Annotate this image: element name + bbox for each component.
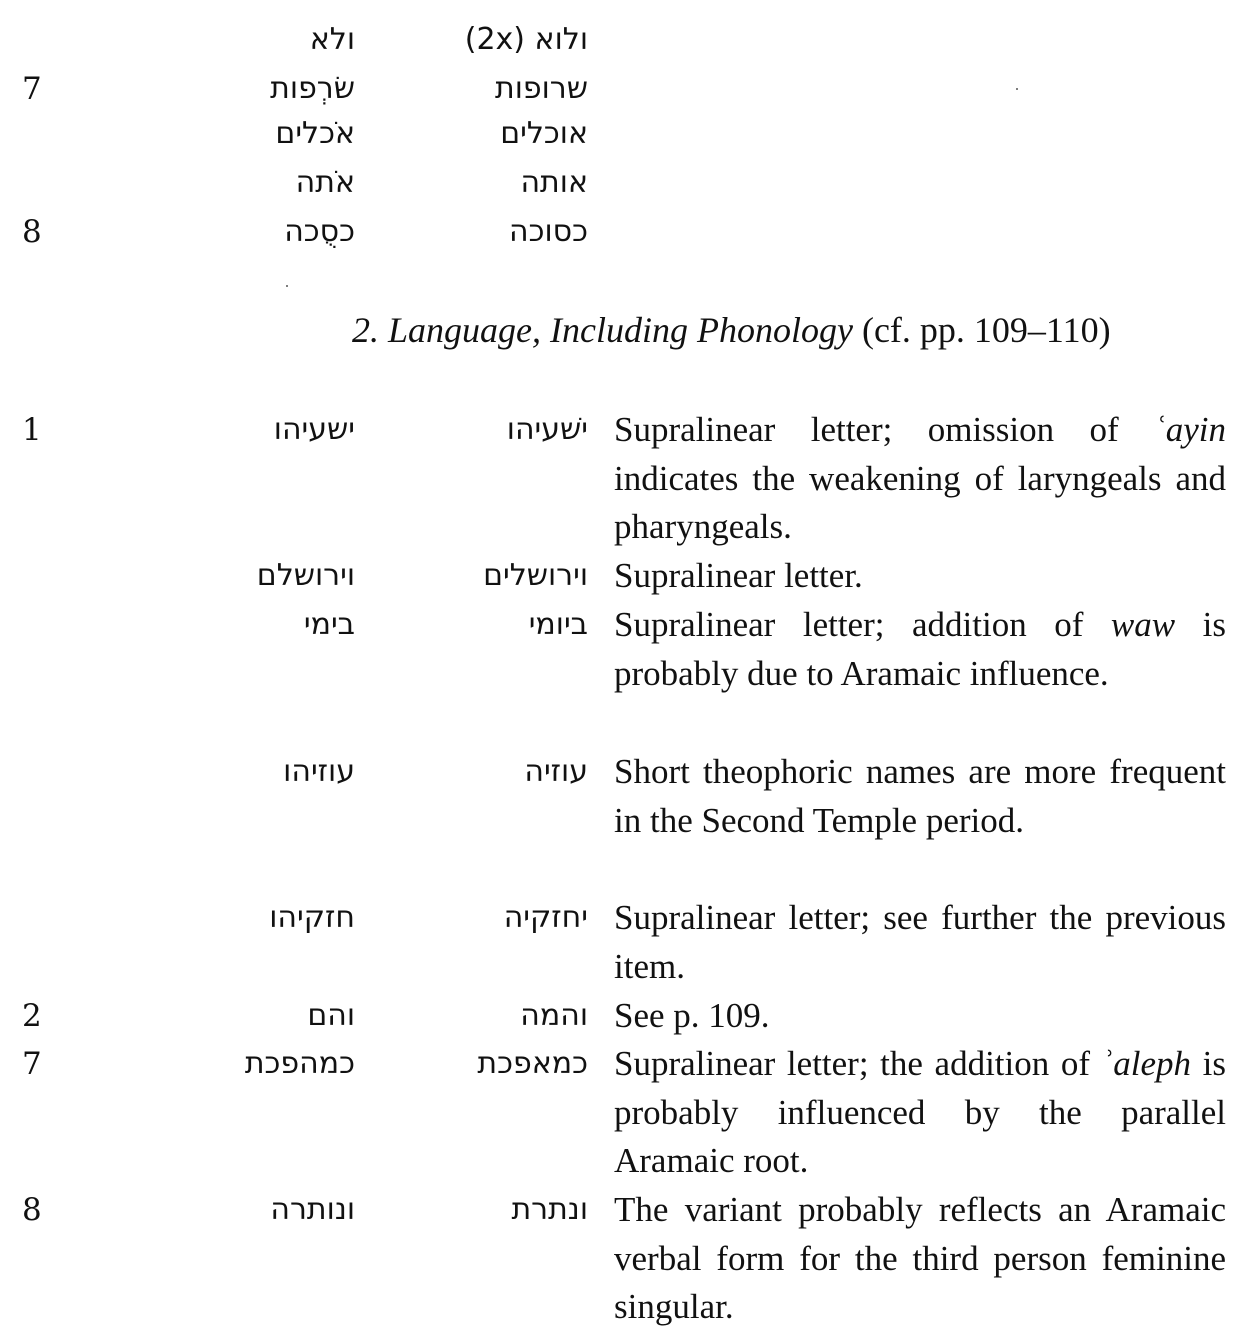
entry-comment: Supralinear letter; addition of waw is probably due to Aramaic influence. [614, 605, 1226, 693]
reading-right: שרופות [495, 71, 588, 106]
variant-row [0, 159, 1260, 207]
reading-right: והמה [520, 998, 588, 1033]
entry-row [0, 992, 1260, 1040]
reading-right: עוזיה [524, 754, 588, 789]
reading-right: אותה [520, 165, 588, 200]
entry-row [0, 748, 1260, 840]
entry-comment: The variant probably reflects an Aramaic verbal form for the third person feminine singular. [614, 1190, 1226, 1326]
entry-row [0, 894, 1260, 986]
entry-comment: Supralinear letter; the addition of ʾaleph is probably influenced by the parallel Aramaic root. [614, 1044, 1226, 1180]
line-number: 1 [22, 412, 42, 448]
reading-right: כמאפכת [477, 1046, 588, 1081]
reading-left: עוזיהו [283, 754, 355, 789]
transliteration-term: waw [1110, 605, 1176, 644]
reading-right: ולוא (2x) [464, 22, 588, 57]
reading-left: חזקיהו [269, 900, 355, 935]
entry-row [0, 552, 1260, 600]
entry-row [0, 406, 1260, 546]
reading-left: בימי [303, 607, 355, 642]
reading-left: כסֻכה [284, 214, 355, 249]
speck-mark [286, 285, 288, 287]
entry-row [0, 601, 1260, 693]
reading-left: והם [307, 998, 355, 1033]
entry-row [0, 1186, 1260, 1326]
reading-left: וירושלם [256, 558, 355, 593]
entry-comment: See p. 109. [614, 996, 770, 1035]
line-number: 8 [22, 1192, 42, 1228]
entry-comment: Supralinear letter. [614, 556, 863, 595]
entry-row [0, 1040, 1260, 1180]
section-heading [352, 306, 1111, 354]
reading-right: יחזקיה [503, 900, 588, 935]
transliteration-term: ʾaleph [1101, 1044, 1192, 1083]
entry-comment: Supralinear letter; omission of ʿayin indicates the weakening of laryngeals and pharyngeals. [614, 410, 1226, 546]
section-reference: (cf. pp. 109–110) [852, 310, 1111, 350]
reading-right: אוכלים [500, 116, 588, 151]
reading-left: ונותרה [270, 1192, 355, 1227]
reading-left: אֹתה [295, 165, 355, 200]
speck-mark [1016, 88, 1018, 90]
variant-row [0, 16, 1260, 64]
reading-right: כסוכה [509, 214, 588, 249]
line-number: 7 [22, 1046, 42, 1082]
reading-right: ביומי [528, 607, 588, 642]
variant-row [0, 65, 1260, 113]
line-number: 7 [22, 71, 42, 107]
reading-left: שׂרְפות [270, 71, 355, 106]
variant-row [0, 208, 1260, 256]
line-number: 2 [22, 998, 42, 1034]
reading-left: כמהפכת [244, 1046, 355, 1081]
entry-comment: Short theophoric names are more frequent in the Second Temple period. [614, 752, 1226, 840]
reading-right: ישׁ‍עיהו [506, 412, 588, 447]
transliteration-term: ʿayin [1154, 410, 1226, 449]
line-number: 8 [22, 214, 42, 250]
entry-comment: Supralinear letter; see further the previous item. [614, 898, 1226, 986]
reading-left: ולא [309, 22, 355, 57]
variant-row [0, 110, 1260, 158]
section-title: 2. Language, Including Phonology [352, 310, 853, 350]
reading-left: ישעיהו [273, 412, 355, 447]
reading-right: וירושלים [483, 558, 588, 593]
reading-right: ונתרת [511, 1192, 588, 1227]
reading-left: אֹכלים [275, 116, 355, 151]
